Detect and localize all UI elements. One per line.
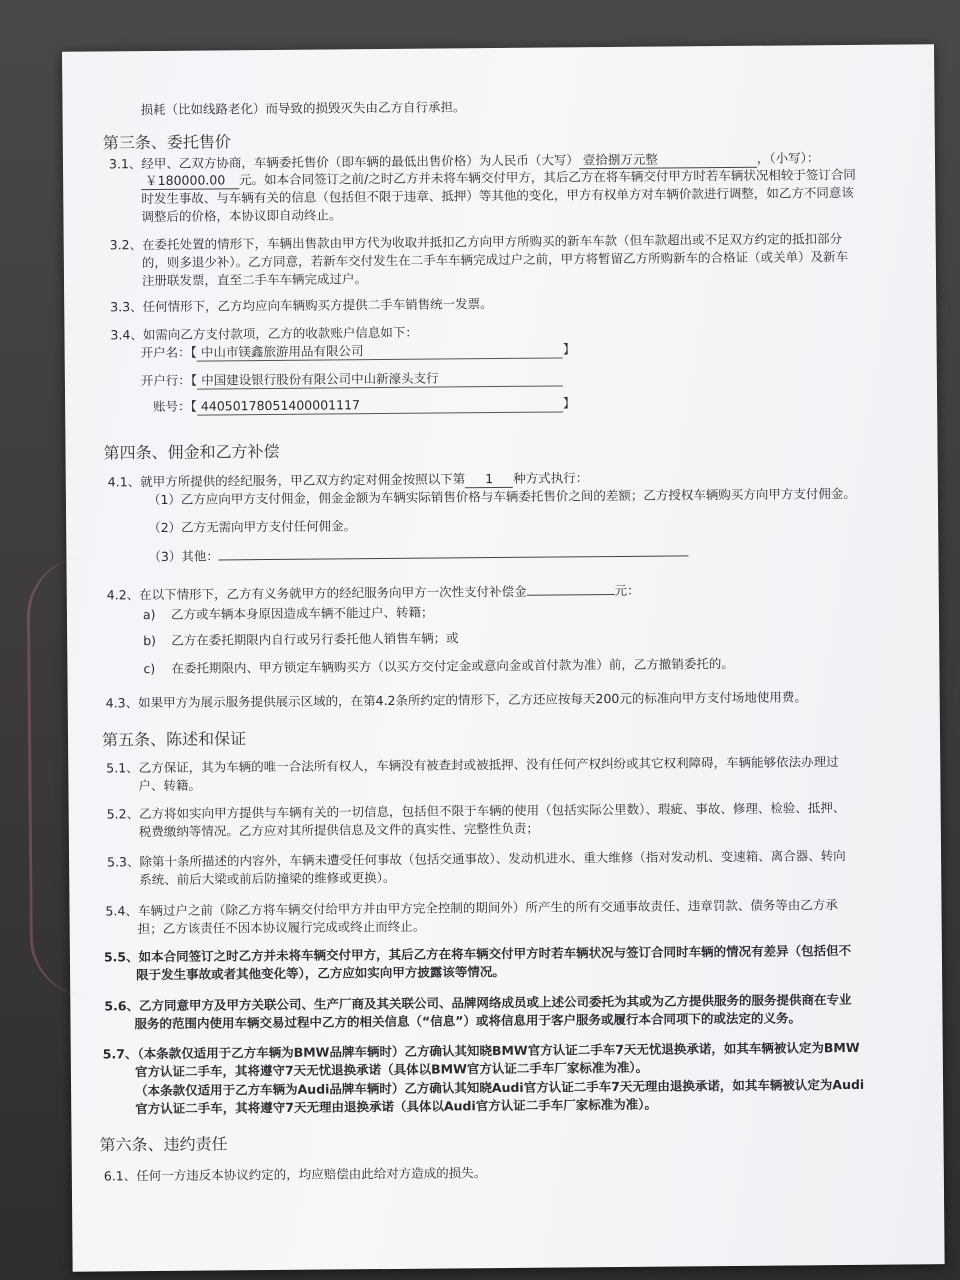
account-label: 账号：【 — [153, 398, 197, 415]
clause-number: 5.7、 — [102, 1046, 138, 1062]
clause-number: 3.3、 — [110, 299, 143, 315]
article-5-title: 第五条、陈述和保证 — [101, 729, 247, 750]
bracket-close: 】 — [562, 341, 576, 357]
clause-3-2-line-3: 注册联发票，直至二手车车辆完成过户。 — [141, 271, 368, 289]
list-marker: b) — [143, 633, 157, 649]
clause-number: 5.4、 — [105, 903, 138, 919]
clause-number: 4.1、 — [107, 474, 141, 490]
price-lowercase-field: ￥180000.00 — [141, 172, 239, 190]
commission-option-2: （2）乙方无需向甲方支付任何佣金。 — [148, 518, 357, 536]
clause-5-7-line-1 — [103, 1040, 860, 1063]
clause-text: 在委托处置的情形下，车辆出售款由甲方代为收取并抵扣乙方向甲方所购买的新车车款（但车款超出或不足双方约定的抵扣部分 — [142, 231, 843, 253]
clause-text: 任何一方违反本协议约定的，均应赔偿由此给对方造成的损失。 — [136, 1165, 487, 1184]
account-number-field: 44050178051400001117 — [197, 395, 563, 415]
clause-text: 如需向乙方支付款项，乙方的收款账户信息如下： — [142, 324, 418, 343]
clause-text: 元： — [614, 582, 640, 599]
article-4-title: 第四条、佣金和乙方补偿 — [103, 441, 280, 463]
clause-4-3 — [106, 689, 807, 711]
clause-5-1-line-1 — [106, 754, 839, 776]
clause-5-4-line-2: 担；乙方该责任不因本协议履行完成或终止而终止。 — [137, 918, 426, 937]
clause-number: 3.2、 — [109, 237, 143, 253]
article-3-title: 第三条、委托售价 — [102, 132, 231, 153]
clause-3-1-line-4: 调整后的价格，本协议即自动终止。 — [141, 207, 342, 225]
clause-number: 5.3、 — [107, 854, 140, 870]
clause-3-1-line-3: 时发生事故、与车辆有关的信息（包括但不限于违章、抵押）等其他的变化，甲方有权单方对车辆价款进行调整，如乙方不同意该 — [141, 184, 854, 207]
compensation-amount-blank — [527, 581, 615, 596]
clause-5-2-line-2: 税费缴纳等情况。乙方应对其所提供信息及文件的真实性、完整性负责； — [138, 820, 539, 840]
clause-5-3-line-2: 系统、前后大梁或前后防撞梁的维修或更换）。 — [139, 869, 396, 888]
clause-text: 除第十条所描述的内容外，车辆未遭受任何事故（包括交通事故）、发动机进水、重大维修（指对发动机、变速箱、离合器、转向 — [139, 847, 846, 870]
clause-5-3-line-1 — [107, 848, 846, 870]
clause-number: 6.1、 — [103, 1168, 137, 1184]
clause-text: 如本合同签订之时乙方并未将车辆交付甲方，其后乙方在将车辆交付甲方时若车辆状况与签订合同时车辆的情况有差异（包括但不 — [138, 942, 852, 965]
clause-text: 乙方或车辆本身原因造成车辆不能过户、转籍； — [170, 604, 434, 622]
clause-5-6-line-2: 服务的范围内使用车辆交易过程中乙方的相关信息（“信息”）或将信息用于客户服务或履行本合同项下的或法定的义务。 — [134, 1010, 801, 1032]
clause-number: 5.6、 — [104, 998, 140, 1014]
clause-4-2-c — [143, 656, 734, 677]
commission-option-3 — [148, 542, 689, 565]
clause-text: 如果甲方为展示服务提供展示区域的，在第4.2条所约定的情形下，乙方还应按每天200元的标准向甲方支付场地使用费。 — [138, 689, 807, 711]
clause-number: 4.2、 — [106, 587, 140, 603]
clause-number: 5.1、 — [106, 760, 139, 776]
clause-text: 乙方保证，其为车辆的唯一合法所有权人，车辆没有被查封或被抵押、没有任何产权纠纷或其它权利障碍，车辆能够依法办理过 — [138, 754, 839, 776]
contract-page — [62, 44, 945, 1272]
clause-text: ，（小写）： — [756, 150, 820, 166]
clause-text: 任何情形下，乙方均应向车辆购买方提供二手车销售统一发票。 — [142, 296, 493, 315]
clause-5-2-line-1 — [107, 800, 846, 822]
clause-text: （本条款仅适用于乙方车辆为BMW品牌车辆时）乙方确认其知晓BMW官方认证二手车7天无忧退换承诺，如其车辆被认定为BMW — [137, 1039, 860, 1062]
payee-name-field: 中山市镁鑫旅游用品有限公司 — [197, 341, 563, 361]
commission-option-1: （1）乙方应向甲方支付佣金，佣金金额为车辆实际销售价格与车辆委托售价之间的差额；乙方授权车辆购买方向甲方支付佣金。 — [147, 485, 856, 508]
clause-text: 乙方在委托期限内自行或另行委托他人销售车辆；或 — [171, 630, 459, 648]
list-marker: a) — [142, 607, 156, 623]
payee-label: 开户名：【 — [140, 344, 197, 361]
clause-5-7-line-2: 官方认证二手车，其将遵守7天无忧退换承诺（具体以BMW官方认证二手车厂家标准为准）。 — [134, 1059, 649, 1080]
list-marker: c) — [143, 661, 156, 677]
commission-method-field: 1 — [465, 471, 513, 488]
account-row — [153, 395, 575, 416]
clause-3-3 — [110, 296, 493, 315]
payee-row — [141, 341, 576, 362]
clause-5-7-line-3: （本条款仅适用于乙方车辆为Audi品牌车辆时）乙方确认其知晓Audi官方认证二手车7天无理由退换承诺，如其车辆被认定为Audi — [135, 1076, 865, 1099]
clause-text: 乙方将如实向甲方提供与车辆有关的一切信息，包括但不限于车辆的使用（包括实际公里数）、瑕疵、事故、修理、检验、抵押、 — [138, 799, 846, 822]
article-6-title: 第六条、违约责任 — [99, 1134, 228, 1155]
price-uppercase-field: 壹拾捌万元整 — [579, 151, 757, 170]
clause-number: 5.5、 — [103, 949, 139, 965]
clause-text: 元。如本合同签订之前/之时乙方并未将车辆交付甲方，其后乙方在将车辆交付甲方时若车辆状况相较于签订合同 — [239, 166, 856, 188]
clause-text: 车辆过户之前（除乙方将车辆交付给甲方并由甲方完全控制的期间外）所产生的所有交通事故责任、违章罚款、债务等由乙方承 — [137, 897, 838, 919]
clause-4-2-a — [143, 605, 434, 624]
clause-number: 5.2、 — [106, 806, 140, 822]
clause-3-2-line-2: 的，则多退少补）。乙方同意，若新车交付发生在二手车车辆完成过户之前，甲方将暂留乙方所购新车的合格证（或关单）及新车 — [141, 248, 849, 271]
bracket-close: 】 — [562, 395, 576, 411]
clause-6-1 — [104, 1165, 487, 1184]
clause-number: 4.3、 — [105, 695, 139, 711]
other-blank-line — [219, 542, 689, 560]
clause-4-2-line-1 — [107, 581, 640, 604]
bank-label: 开户行：【 — [140, 372, 198, 389]
clause-4-2-b — [143, 630, 459, 649]
bank-row — [141, 369, 563, 390]
clause-5-4-line-1 — [105, 897, 838, 919]
bank-name-field: 中国建设银行股份有限公司中山新濠头支行 — [197, 369, 563, 389]
clause-5-5-line-1 — [104, 943, 851, 966]
clause-number: 3.4、 — [110, 327, 143, 343]
clause-text: （3）其他： — [148, 548, 219, 565]
clause-text: 在委托期限内、甲方锁定车辆购买方（以买方交付定金或意向金或首付款为准）前，乙方撤销委托的。 — [171, 655, 734, 676]
clause-text: 乙方同意甲方及甲方关联公司、生产厂商及其关联公司、品牌网络成员或上述公司委托为其或为乙方提供服务的服务提供商在专业 — [138, 991, 852, 1014]
clause-text: 就甲方所提供的经纪服务，甲乙双方约定对佣金按照以下第 — [140, 471, 466, 490]
clause-text: 在以下情形下，乙方有义务就甲方的经纪服务向甲方一次性支付补偿金 — [139, 583, 527, 603]
clause-text: 经甲、乙双方协商，车辆委托售价（即车辆的最低出售价格）为人民币（大写） — [141, 152, 579, 172]
intro-line: 损耗（比如线路老化）而导致的损毁灭失由乙方自行承担。 — [140, 99, 466, 118]
clause-3-4-line-1 — [110, 325, 418, 344]
clause-text: 种方式执行： — [513, 470, 589, 486]
clause-5-5-line-2: 限于发生事故或者其他变化等），乙方应如实向甲方披露该等情况。 — [136, 963, 505, 983]
clause-5-7-line-4: 官方认证二手车，其将遵守7天无理由退换承诺（具体以Audi官方认证二手车厂家标准为准）。 — [135, 1096, 658, 1117]
clause-5-1-line-2: 户、转籍。 — [138, 777, 202, 794]
company-seal-partial — [26, 556, 153, 997]
clause-number: 3.1、 — [108, 156, 142, 172]
